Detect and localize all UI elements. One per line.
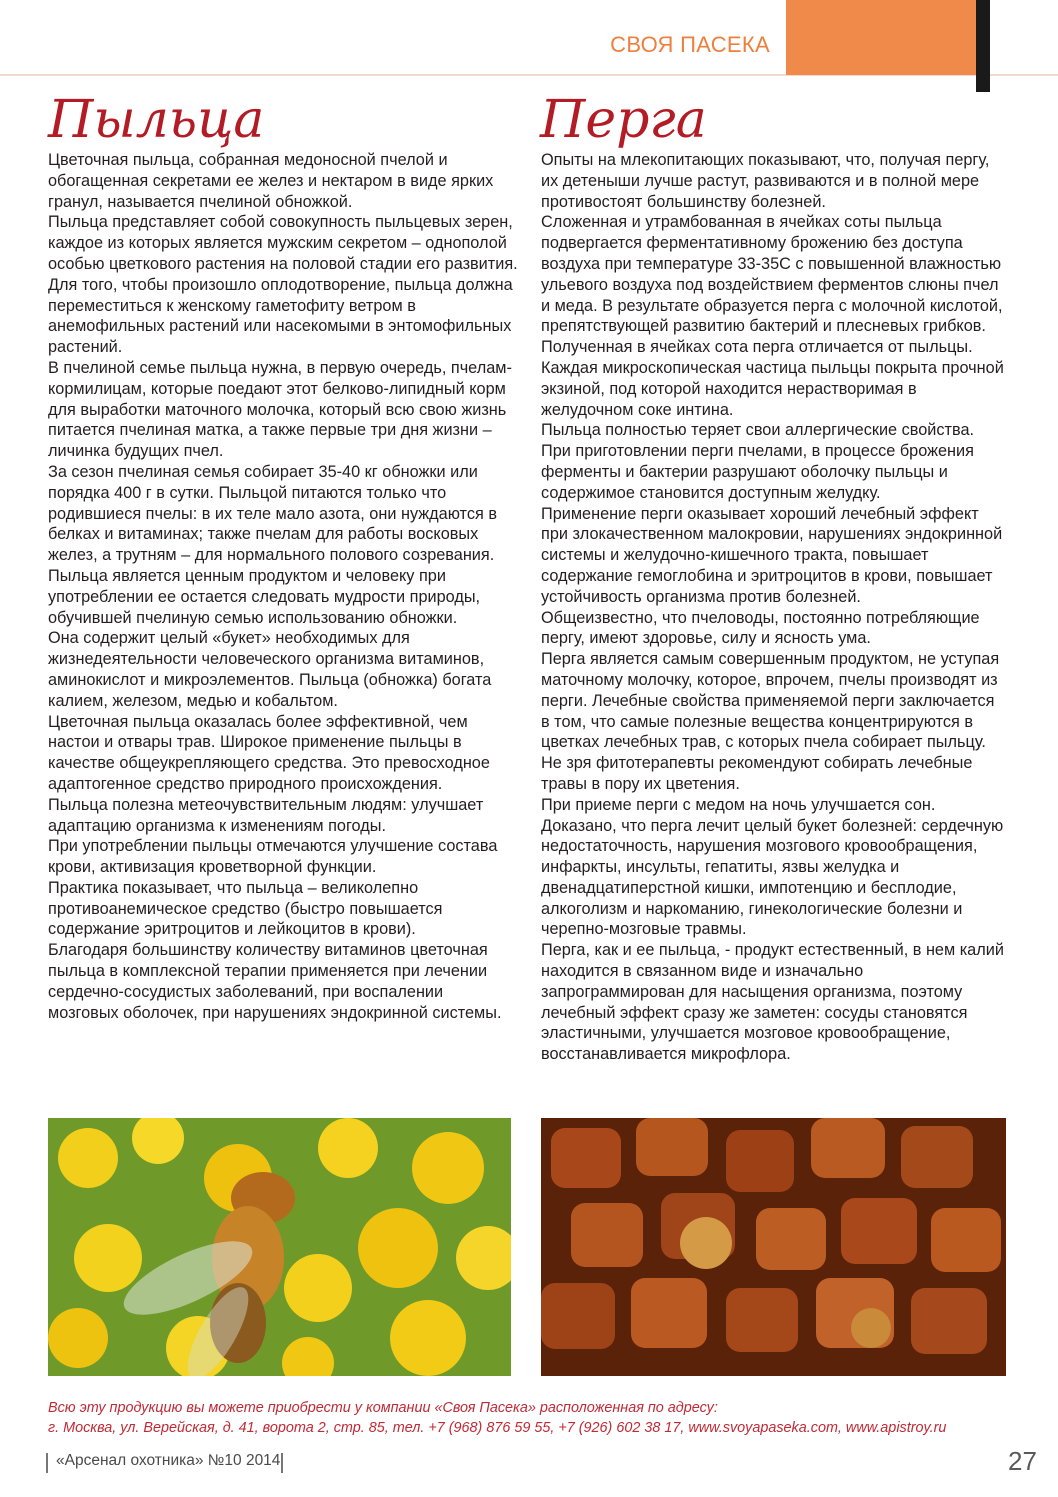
paragraph: Пыльца представляет собой совокупность пыльцевых зерен, каждое из которых является мужским секретом – однополой особью цветкового растения на половой стадии его развития. Для того, чтобы произошло оплодотворение, пыльца должна переместиться к женскому гаметофиту ветром в анемофильных растений или насекомыми в энтомофильных растений. [48, 213, 518, 357]
paragraph: При употреблении пыльцы отмечаются улучшение состава крови, активизация кроветворной функции. [48, 837, 498, 877]
paragraph: Цветочная пыльца оказалась более эффективной, чем настои и отвары трав. Широкое применение пыльцы в качестве общеукрепляющего средства. Это превосходное адаптогенное средство природного происхождения. [48, 712, 490, 793]
purchase-info-note [48, 1398, 1028, 1438]
paragraph: Благодаря большинству количеству витаминов цветочная пыльца в комплексной терапии применяется при лечении сердечно-сосудистых заболеваний, при воспалении мозговых оболочек, при нарушениях эндокринной системы. [48, 941, 502, 1022]
bee-bread-image [541, 1118, 1006, 1376]
paragraph: Сложенная и утрамбованная в ячейках соты пыльца подвергается ферментативному брожению без доступа воздуха при температуре 33-35С с повышенной влажностью ульевого воздуха под воздействием ферментов слюны пчел и меда. В результате образуется перга с молочной кислотой, препятствующей развитию бактерий и плесневых грибков. Полученная в ячейках сота перга отличается от пыльцы. Каждая микроскопическая частица пыльцы покрыта прочной экзиной, под которой находится нерастворимая в желудочном соке интина. [541, 213, 1004, 419]
paragraph: Пыльца является ценным продуктом и человеку при употреблении ее остается следовать мудрости природы, обучившей пчелиную семью использованию обножки. [48, 566, 481, 627]
article-title-pyltsa: Пыльца [48, 90, 265, 150]
paragraph: При приеме перги с медом на ночь улучшается сон. [541, 795, 936, 814]
header-black-bar [976, 0, 990, 92]
right-article-body [541, 150, 1007, 1065]
left-article-body [48, 150, 518, 1023]
paragraph: Перга является самым совершенным продуктом, не уступая маточному молочку, которое, впрочем, пчелы производят из перги. Лечебные свойства применяемой перги заключается в том, что самые полезные вещества концентрируются в цветках лечебных трав, с которых пчела собирает пыльцу. Не зря фитотерапевты рекомендуют собирать лечебные травы в пору их цветения. [541, 650, 1000, 793]
paragraph: Цветочная пыльца, собранная медоносной пчелой и обогащенная секретами ее желез и нектаром в виде ярких гранул, называется пчелиной обножкой. [48, 151, 494, 211]
paragraph: Общеизвестно, что пчеловоды, постоянно потребляющие пергу, имеют здоровье, силу и ясность ума. [541, 608, 980, 648]
paragraph: Доказано, что перга лечит целый букет болезней: сердечную недостаточность, нарушения мозгового кровообращения, инфаркты, инсульты, гепатиты, язвы желудка и двенадцатиперстной кишки, импотенцию и бесплодие, алкоголизм и наркоманию, гинекологические болезни и черепно-мозговые травмы. [541, 816, 1004, 939]
footer-divider-right [281, 1453, 283, 1473]
paragraph: Пыльца полезна метеочувствительным людям: улучшает адаптацию организма к изменениям погоды. [48, 795, 484, 835]
paragraph: Опыты на млекопитающих показывают, что, получая пергу, их детеныши лучше растут, развиваются и в полной мере противостоят большинству болезней. [541, 151, 990, 211]
bee-on-flowers-illustration [48, 1118, 511, 1376]
paragraph: Пыльца полностью теряет свои аллергические свойства. При приготовлении перги пчелами, в процессе брожения ферменты и бактерии разрушают оболочку пыльцы и содержимое становится доступным желудку. [541, 421, 975, 502]
page-number: 27 [1008, 1446, 1037, 1476]
paragraph: Перга, как и ее пыльца, - продукт естественный, в нем калий находится в связанном виде и изначально запрограммирован для насыщения организма, поэтому лечебный эффект сразу же заметен: сосуды становятся эластичными, улучшается мозговое кровообращение, восстанавливается микрофлора. [541, 941, 1004, 1064]
bee-on-flowers-image [48, 1118, 511, 1376]
purchase-info-line: Всю эту продукцию вы можете приобрести у компании «Своя Пасека» расположенная по адресу: [48, 1400, 718, 1416]
paragraph: За сезон пчелиная семья собирает 35-40 кг обножки или порядка 400 г в сутки. Пыльцой питаются только что родившиеся пчелы: в их теле мало азота, они нуждаются в белках и витаминах; также пчелам для работы восковых желез, а трутням – для нормального полового созревания. [48, 462, 497, 565]
address-contacts-line: г. Москва, ул. Верейская, д. 41, ворота 2, стр. 85, тел. +7 (968) 876 59 55, +7 (926) 602 38 17, www.svoyapaseka.com, www.apistroy.ru [48, 1420, 947, 1436]
paragraph: В пчелиной семье пыльца нужна, в первую очередь, пчелам-кормилицам, которые поедают этот белково-липидный корм для выработки маточного молочка, который всю свою жизнь питается пчелиная матка, а также первые три дня жизни – личинка будущих пчел. [48, 358, 512, 461]
article-title-perga: Перга [540, 90, 707, 150]
paragraph: Практика показывает, что пыльца – великолепно противоанемическое средство (быстро повышается содержание эритроцитов и лейкоцитов в крови). [48, 878, 443, 939]
section-label: СВОЯ ПАСЕКА [610, 32, 770, 57]
paragraph: Она содержит целый «букет» необходимых для жизнедеятельности человеческого организма витаминов, аминокислот и микроэлементов. Пыльца (обножка) богата калием, железом, медью и кобальтом. [48, 629, 492, 710]
bee-bread-illustration [541, 1118, 1006, 1376]
section-tab [786, 0, 982, 75]
paragraph: Применение перги оказывает хороший лечебный эффект при злокачественном малокровии, нарушениях эндокринной системы и желудочно-кишечного тракта, повышает содержание гемоглобина и эритроцитов в крови, повышает устойчивость организма против болезней. [541, 504, 1003, 606]
footer-divider-left [46, 1453, 48, 1473]
publication-name: «Арсенал охотника» №10 2014 [56, 1452, 281, 1469]
